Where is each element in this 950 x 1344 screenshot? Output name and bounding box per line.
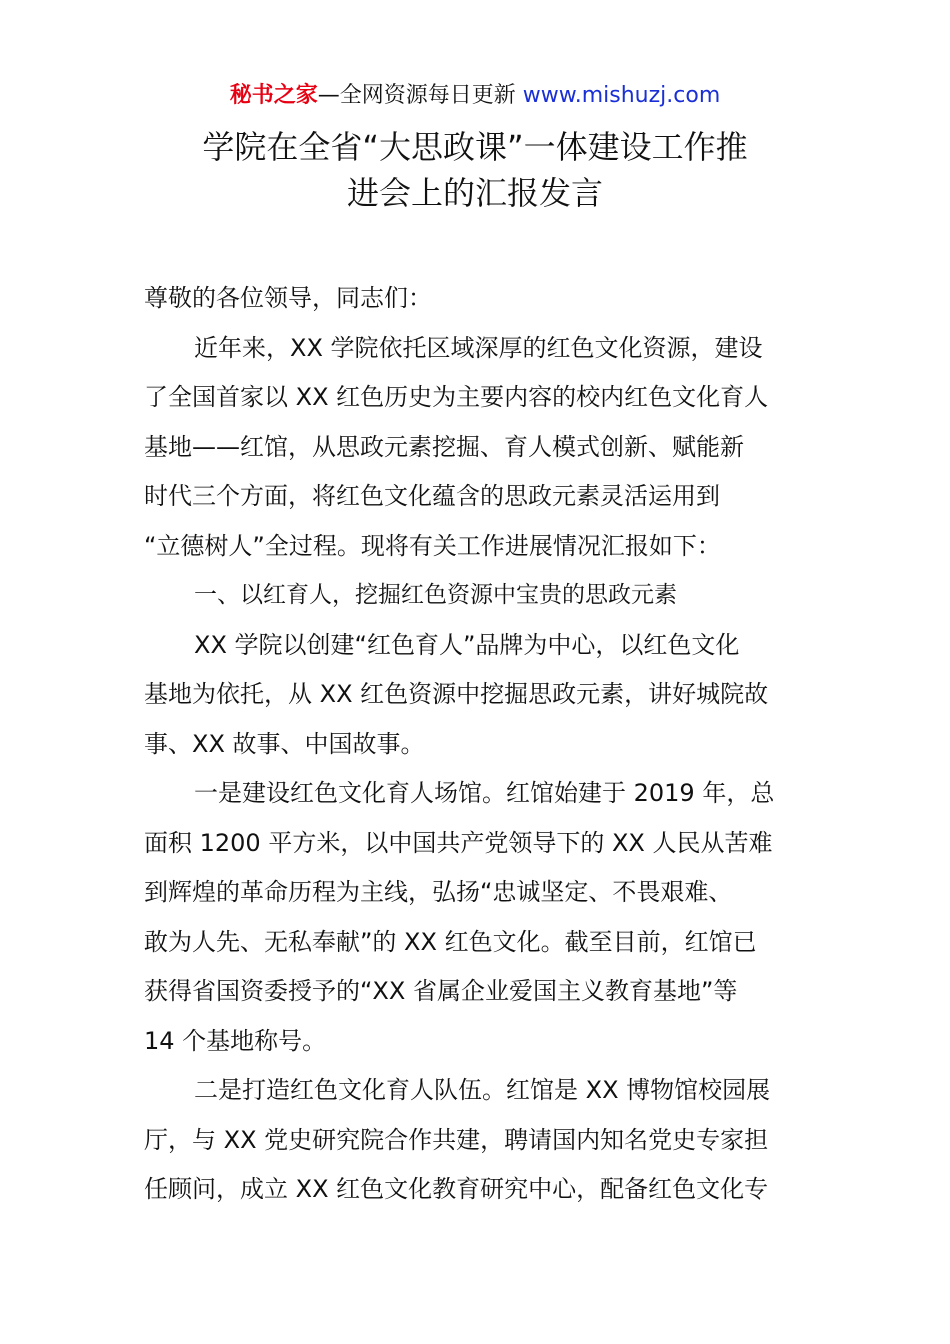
paragraph-line: 基地为依托，从 XX 红色资源中挖掘思政元素，讲好城院故 <box>144 680 769 708</box>
paragraph-line: 二是打造红色文化育人队伍。红馆是 XX 博物馆校园展 <box>194 1076 771 1104</box>
paragraph-line: 获得省国资委授予的“XX 省属企业爱国主义教育基地”等 <box>144 977 738 1005</box>
paragraph-line: “立德树人”全过程。现将有关工作进展情况汇报如下： <box>144 531 721 560</box>
document-title <box>60 124 890 216</box>
paragraph-line: 近年来，XX 学院依托区域深厚的红色文化资源，建设 <box>194 333 763 362</box>
paragraph-line: 到辉煌的革命历程为主线，弘扬“忠诚坚定、不畏艰难、 <box>144 878 733 906</box>
paragraph-line: 了全国首家以 XX 红色历史为主要内容的校内红色文化育人 <box>144 383 769 411</box>
document-body <box>144 274 808 1215</box>
paragraph-line: 厅，与 XX 党史研究院合作共建，聘请国内知名党史专家担 <box>144 1125 769 1154</box>
site-url-link[interactable]: www.mishuzj.com <box>522 83 721 108</box>
section-heading: 一、以红育人，挖掘红色资源中宝贵的思政元素 <box>194 582 677 608</box>
paragraph-line: 事、XX 故事、中国故事。 <box>144 729 425 758</box>
paragraph-line: 一是建设红色文化育人场馆。红馆始建于 2019 年，总 <box>194 779 775 807</box>
salutation: 尊敬的各位领导，同志们： <box>144 284 432 312</box>
paragraph-line: 敢为人先、无私奉献”的 XX 红色文化。截至目前，红馆已 <box>144 927 757 956</box>
paragraph-line: 时代三个方面，将红色文化蕴含的思政元素灵活运用到 <box>144 482 720 510</box>
site-tagline: —全网资源每日更新 <box>317 83 516 108</box>
site-header <box>0 80 950 112</box>
document-title-line: 学院在全省“大思政课”一体建设工作推 <box>202 128 748 166</box>
paragraph-line: XX 学院以创建“红色育人”品牌为中心，以红色文化 <box>194 630 740 659</box>
paragraph-line: 14 个基地称号。 <box>144 1026 327 1055</box>
paragraph-line: 任顾问，成立 XX 红色文化教育研究中心，配备红色文化专 <box>144 1175 769 1203</box>
paragraph-line: 面积 1200 平方米，以中国共产党领导下的 XX 人民从苦难 <box>144 828 773 857</box>
site-name: 秘书之家 <box>229 83 318 108</box>
document-title-line: 进会上的汇报发言 <box>346 174 603 212</box>
paragraph-line: 基地——红馆，从思政元素挖掘、育人模式创新、赋能新 <box>144 432 744 461</box>
